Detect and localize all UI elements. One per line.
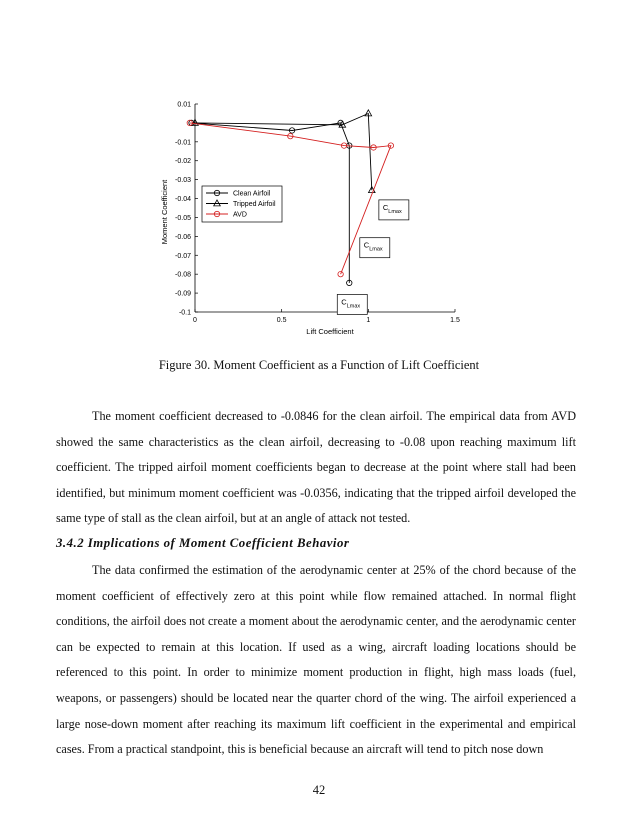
y-tick-label: -0.02 <box>175 158 191 166</box>
y-tick-label: 0.01 <box>177 101 191 109</box>
y-tick-label: -0.09 <box>175 290 191 298</box>
paragraph-implications-text: The data confirmed the estimation of the aerodynamic center at 25% of the chord because of the moment coefficient of effectively zero at this point while flow remained attached. In normal flight conditions, the airfoil does not create a moment about the aerodynamic center, and the aerodynamic center can be expected to remain at this location. If used as a wing, aircraft loading locations should be referenced to this point. In order to minimize moment production in flight, high mass loads (fuel, weapons, or passengers) should be located near the quarter chord of the wing. The airfoil experienced a large nose-down moment after reaching its maximum lift coefficient in the experimental and empirical cases. From a practical standpoint, this is beneficial because an aircraft will tend to pitch nose down <box>56 563 576 757</box>
paragraph-moment-results <box>56 404 576 532</box>
y-tick-label: -0.05 <box>175 214 191 222</box>
y-axis-label: Moment Coefficient <box>160 179 169 245</box>
y-tick-label: -0.04 <box>175 196 191 204</box>
legend-label: Tripped Airfoil <box>233 201 276 208</box>
page-number: 42 <box>312 783 326 797</box>
y-tick-label: -0.08 <box>175 271 191 279</box>
moment-coefficient-chart <box>140 90 480 350</box>
annotation-label: $C_{Lmax}$ <box>341 297 361 310</box>
annotation-subscript: Lmax <box>369 246 383 253</box>
legend-label: Clean Airfoil <box>233 190 271 198</box>
paragraph-moment-results-text: The moment coefficient decreased to -0.0846 for the clean airfoil. The empirical data from AVD showed the same characteristics as the clean airfoil, decreasing to -0.08 upon reaching maximum lift coefficient. The tripped airfoil moment coefficients began to decrease at the point where stall had been identified, but minimum moment coefficient was -0.0356, indicating that the tripped airfoil developed the same type of stall as the clean airfoil, but at an angle of attack not tested. <box>56 409 576 526</box>
paragraph-implications <box>56 558 576 763</box>
chart-annotations <box>337 200 409 315</box>
y-tick-label: -0.06 <box>175 233 191 241</box>
annotation-label: $C_{Lmax}$ <box>363 240 383 253</box>
annotation-subscript: Lmax <box>346 303 361 310</box>
legend-label: AVD <box>233 211 247 219</box>
y-tick-label: -0.03 <box>175 177 191 185</box>
chart-legend <box>202 186 282 222</box>
x-tick-label: 0 <box>193 317 197 324</box>
figure-caption: Figure 30. Moment Coefficient as a Function of Lift Coefficient <box>158 358 480 372</box>
y-tick-label: -0.01 <box>175 139 191 147</box>
annotation-subscript: Lmax <box>388 208 402 215</box>
y-tick-label: -0.07 <box>175 252 191 260</box>
y-tick-label: -0.1 <box>178 309 191 317</box>
section-heading: 3.4.2 Implications of Moment Coefficient Behavior <box>56 536 350 550</box>
x-tick-label: 0.5 <box>276 317 287 324</box>
x-axis-label: Lift Coefficient <box>306 327 354 336</box>
annotation-label: $C_{Lmax}$ <box>382 202 402 215</box>
x-tick-label: 1 <box>366 317 371 324</box>
x-tick-label: 1.5 <box>450 317 460 324</box>
